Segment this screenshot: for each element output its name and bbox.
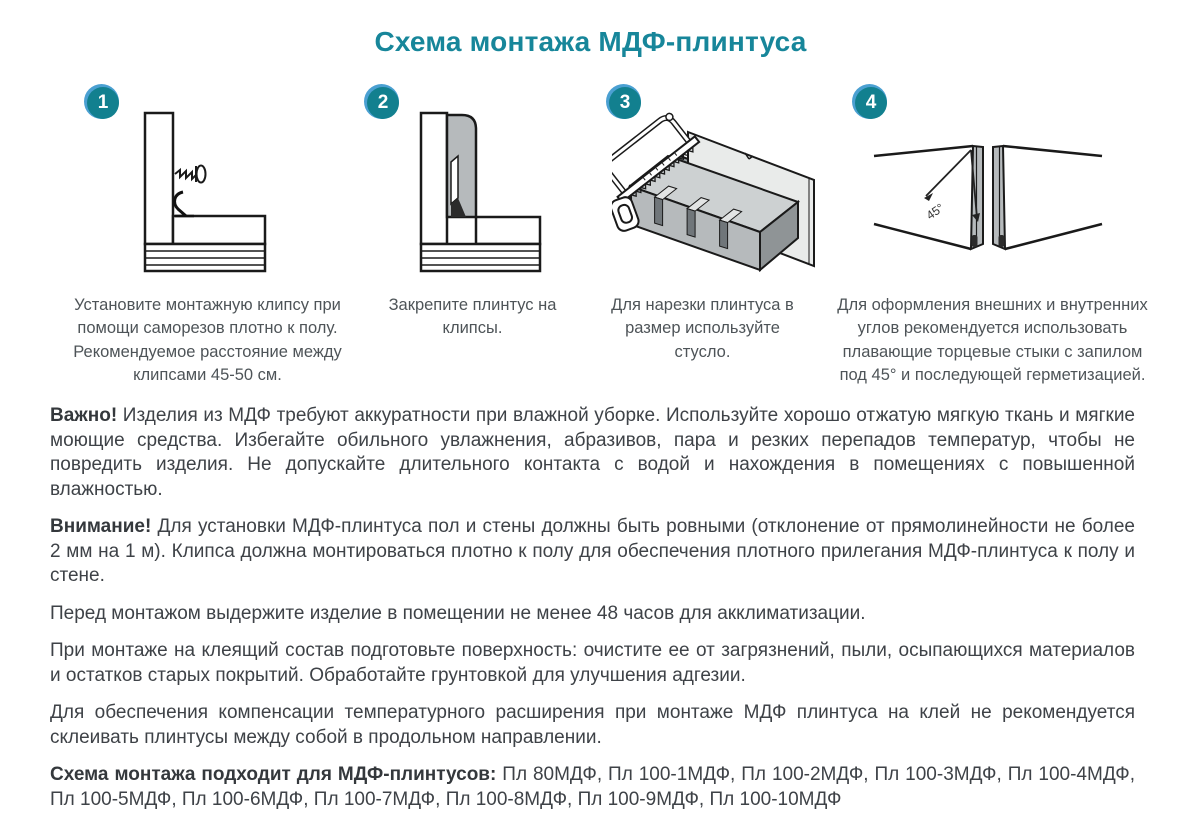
clip-cutout (451, 156, 458, 204)
floor-slab (173, 216, 265, 244)
page-title: Схема монтажа МДФ-плинтуса (374, 26, 807, 57)
step-2-illustration-plinth-on-clip (418, 110, 543, 276)
step-3-number: 3 (609, 87, 641, 119)
note-compatible-models-list: Пл 80МДФ, Пл 100-1МДФ, Пл 100-2МДФ, Пл 100-3МДФ, Пл 100-4МДФ, Пл 100-5МДФ, Пл 100-6МДФ, Пл 100-7МДФ, Пл 100-8МДФ, Пл 100-9МДФ, Пл 100-10МДФ (50, 764, 1135, 810)
step-4-number: 4 (855, 87, 887, 119)
note-compatible-models (50, 763, 1135, 812)
step-3-caption: Для нарезки плинтуса в размер используйте стусло. (611, 296, 794, 361)
note-attention-lead: Внимание! (50, 516, 152, 537)
step-2-caption: Закрепите плинтус на клипсы. (388, 296, 557, 338)
step-2-badge (364, 84, 399, 119)
step-1-caption: Установите монтажную клипсу при помощи саморезов плотно к полу. Рекомендуемое расстояние между клипсами 45-50 см. (73, 296, 342, 385)
note-thermal-expansion: Для обеспечения компенсации температурного расширения при монтаже МДФ плинтуса на клей не рекомендуется склеивать плинтусы между собой в продольном направлении. (50, 702, 1135, 748)
step-2-number: 2 (367, 87, 399, 119)
wall (421, 113, 447, 244)
step-4-illustration-corner-joint (872, 132, 1104, 260)
step-4-caption: Для оформления внешних и внутренних углов рекомендуется использовать плавающие торцевые стыки с запилом под 45° и последующей герметизацией. (837, 296, 1148, 385)
steps-section (0, 82, 1181, 408)
step-1-illustration-clip-screw (142, 110, 267, 276)
note-important-text: Изделия из МДФ требуют аккуратности при влажной уборке. Используйте хорошо отжатую мягкую ткань и мягкие моющие средства. Избегайте обильного увлажнения, абразивов, пара и резких перепадов температур, чтобы не повредить изделия. Не допускайте длительного контакта с водой и нахождения в помещениях с повышенной влажностью. (50, 405, 1135, 500)
note-acclimatization: Перед монтажом выдержите изделие в помещении не менее 48 часов для акклиматизации. (50, 602, 866, 624)
screw-icon (175, 166, 206, 183)
note-attention (50, 515, 1135, 589)
wall (145, 113, 173, 244)
step-4-badge (852, 84, 887, 119)
note-important-lead: Важно! (50, 405, 118, 426)
note-important (50, 404, 1135, 502)
angle-label: 45° (923, 200, 947, 223)
step-1-number: 1 (87, 87, 119, 119)
mounting-clip (175, 192, 194, 216)
note-attention-text: Для установки МДФ-плинтуса пол и стены должны быть ровными (отклонение от прямолинейности не более 2 мм на 1 м). Клипса должна монтироваться плотно к полу для обеспечения плотного прилегания МДФ-плинтуса к полу и стене. (50, 516, 1136, 586)
note-compatible-models-lead: Схема монтажа подходит для МДФ-плинтусов: (50, 764, 497, 785)
step-3-illustration-miter-box (612, 94, 832, 286)
note-glue-surface-prep: При монтаже на клеящий состав подготовьте поверхность: очистите ее от загрязнений, пыли, осыпающихся материалов и остатков старых покрытий. Обработайте грунтовкой для улучшения адгезии. (50, 640, 1135, 686)
plinth-end-view-mirrored (993, 146, 1102, 249)
floor-slab (476, 217, 540, 244)
notes-section (50, 404, 1135, 825)
step-1-badge (84, 84, 119, 119)
